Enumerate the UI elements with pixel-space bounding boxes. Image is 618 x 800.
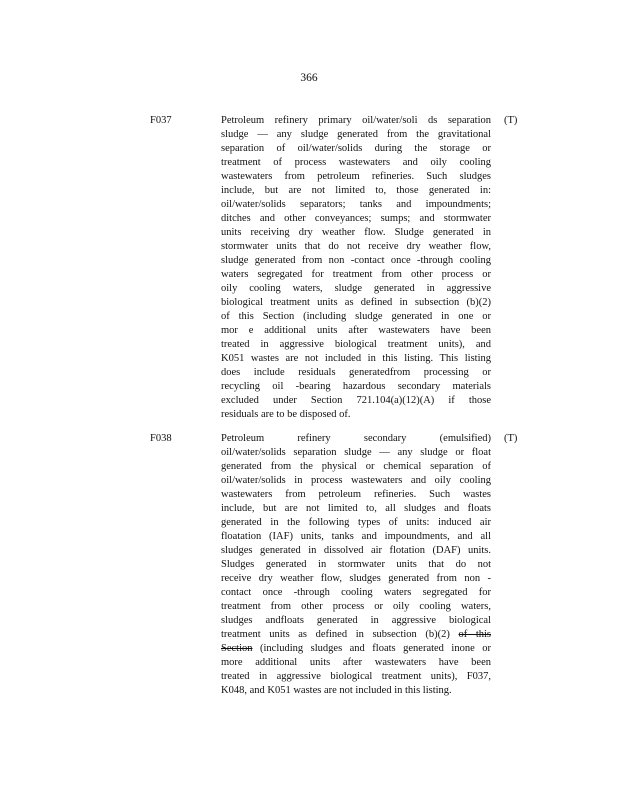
- description-line: units receiving dry weather flow. Sludge generated in: [221, 227, 491, 238]
- hazard-code: (T): [504, 433, 518, 444]
- description-line: oil/water/solids separators; tanks and impoundments;: [221, 199, 491, 210]
- description-line: K051 wastes are not included in this listing. This listing: [221, 353, 491, 364]
- description-line: residuals are to be disposed of.: [221, 409, 351, 420]
- description-line: mor e additional units after wastewaters have been: [221, 325, 491, 336]
- description-line: floatation (IAF) units, tanks and impoundments, and all: [221, 531, 491, 542]
- description-line: sludges andfloats generated in aggressive biological: [221, 615, 491, 626]
- page-number: 366: [300, 72, 318, 84]
- description-line: generated from the physical or chemical separation of: [221, 461, 491, 472]
- waste-code: F037: [150, 115, 172, 126]
- description-line: more additional units after wastewaters have been: [221, 657, 491, 668]
- description-line: sludge generated from non -contact once -through cooling: [221, 255, 491, 266]
- description-line: Petroleum refinery secondary (emulsified): [221, 433, 491, 444]
- description-line: treated in aggressive biological treatment units), F037,: [221, 671, 491, 682]
- description-line: [221, 642, 491, 656]
- description-line: treatment from other process or oily cooling waters,: [221, 601, 491, 612]
- description-line: Petroleum refinery primary oil/water/soli ds separation: [221, 115, 491, 126]
- description-line: generated in the following types of units: induced air: [221, 517, 491, 528]
- description-line: treatment of process wastewaters and oily cooling: [221, 157, 491, 168]
- description-line: wastewaters from petroleum refineries. Such wastes: [221, 489, 491, 500]
- description-line: Sludges generated in stormwater units that do not: [221, 559, 491, 570]
- description-line: oil/water/solids in process wastewaters and oily cooling: [221, 475, 491, 486]
- description-line: oily cooling waters, sludge generated in aggressive: [221, 283, 491, 294]
- description-line: does include residuals generatedfrom processing or: [221, 367, 491, 378]
- description-line: recycling oil -bearing hazardous secondary materials: [221, 381, 491, 392]
- description-line: wastewaters from petroleum refineries. Such sludges: [221, 171, 491, 182]
- hazard-code: (T): [504, 115, 518, 126]
- description-line: receive dry weather flow, sludges generated from non -: [221, 573, 491, 584]
- waste-description: [221, 114, 491, 422]
- struck-text: of this: [458, 629, 491, 640]
- description-line: K048, and K051 wastes are not included in this listing.: [221, 685, 452, 696]
- description-text: treatment units as defined in subsection (b)(2): [221, 629, 450, 640]
- description-line: oil/water/solids separation sludge — any sludge or float: [221, 447, 491, 458]
- description-line: treated in aggressive biological treatment units), and: [221, 339, 491, 350]
- description-line: of this Section (including sludge generated in one or: [221, 311, 491, 322]
- description-line: stormwater units that do not receive dry weather flow,: [221, 241, 491, 252]
- struck-text: Section: [221, 643, 253, 654]
- waste-code: F038: [150, 433, 172, 444]
- description-line: waters segregated for treatment from other process or: [221, 269, 491, 280]
- waste-description: [221, 432, 491, 698]
- description-line: [221, 628, 491, 642]
- description-line: sludges generated in dissolved air flotation (DAF) units.: [221, 545, 491, 556]
- description-line: ditches and other conveyances; sumps; and stormwater: [221, 213, 491, 224]
- description-line: include, but are not limited to, all sludges and floats: [221, 503, 491, 514]
- description-line: separation of oil/water/solids during the storage or: [221, 143, 491, 154]
- description-line: include, but are not limited to, those generated in:: [221, 185, 491, 196]
- description-text: (including sludges and floats generated inone or: [260, 643, 491, 654]
- description-line: contact once -through cooling waters segregated for: [221, 587, 491, 598]
- description-line: biological treatment units as defined in subsection (b)(2): [221, 297, 491, 308]
- description-line: excluded under Section 721.104(a)(12)(A) if those: [221, 395, 491, 406]
- description-line: sludge — any sludge generated from the gravitational: [221, 129, 491, 140]
